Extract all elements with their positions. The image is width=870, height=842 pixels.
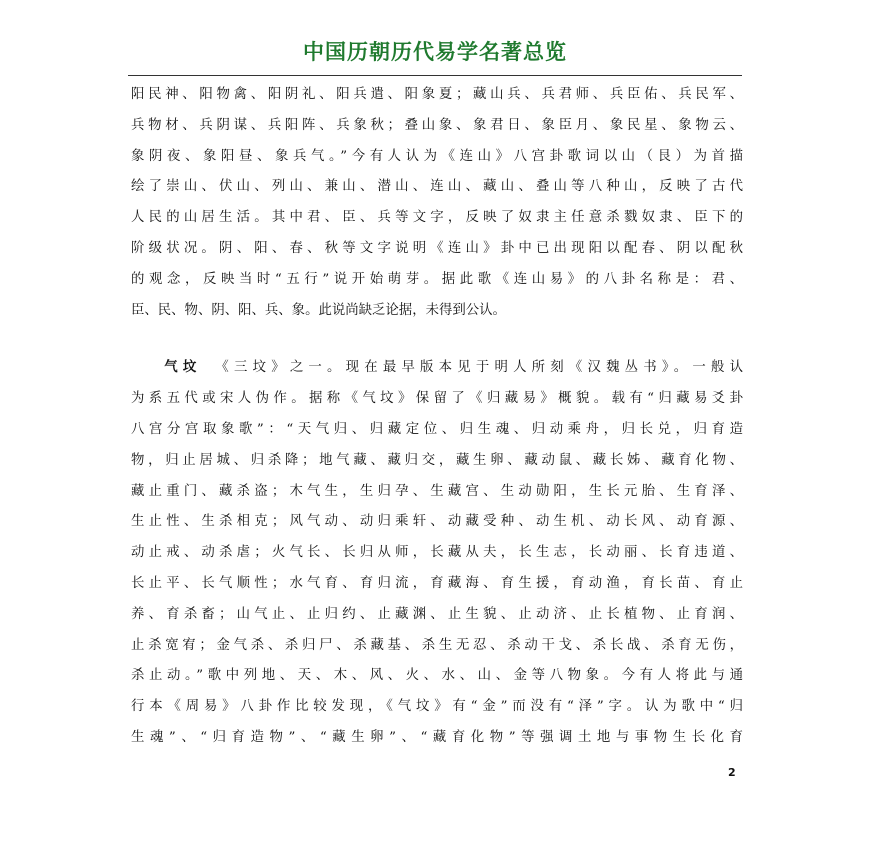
text-line: 藏止重门、藏杀盗；木气生，生归孕、生藏宫、生动勋阳，生长元胎、生育泽、 bbox=[131, 483, 743, 499]
entry-term: 气坟 bbox=[159, 360, 202, 376]
text-line: 生止性、生杀相克；风气动、动归乘轩、动藏受种、动生机、动长风、动育源、 bbox=[131, 514, 743, 530]
text-line: 动止戒、动杀虐；火气长、长归从师，长藏从夫，长生志，长动丽、长育违道、 bbox=[131, 545, 743, 561]
document-body bbox=[131, 80, 743, 754]
page-title: 中国历朝历代易学名著总览 bbox=[303, 40, 567, 64]
paragraph-lianshan bbox=[131, 80, 743, 326]
text-line: 止杀宽宥；金气杀、杀归尸、杀藏基、杀生无忍、杀动干戈、杀长战、杀育无伤， bbox=[131, 637, 743, 653]
text-line: 兵物材、兵阴谋、兵阳阵、兵象秋；叠山象、象君日、象臣月、象民星、象物云、 bbox=[131, 117, 743, 133]
text-line: 的观念，反映当时“五行”说开始萌芽。据此歌《连山易》的八卦名称是：君、 bbox=[131, 271, 743, 287]
paragraph-qifen bbox=[131, 353, 743, 753]
entry-first-line-text: 《三坟》之一。现在最早版本见于明人所刻《汉魏丛书》。一般认 bbox=[215, 360, 743, 376]
text-line: 绘了崇山、伏山、列山、兼山、潜山、连山、藏山、叠山等八种山，反映了古代 bbox=[131, 179, 743, 195]
page-number: 2 bbox=[728, 766, 736, 779]
text-line: 臣、民、物、阴、阳、兵、象。此说尚缺乏论据，未得到公认。 bbox=[131, 302, 506, 318]
entry-first-line bbox=[131, 353, 743, 384]
text-line: 八宫分宫取象歌”：“天气归、归藏定位、归生魂、归动乘舟，归长兑，归育造 bbox=[131, 421, 743, 437]
text-line: 养、育杀畜；山气止、止归约、止藏渊、止生貌、止动济、止长植物、止育润、 bbox=[131, 606, 743, 622]
text-line: 生魂”、“归育造物”、“藏生卵”、“藏育化物”等强调土地与事物生长化育 bbox=[131, 729, 743, 745]
header-divider bbox=[128, 75, 742, 76]
paragraph-gap bbox=[131, 326, 743, 353]
text-line: 人民的山居生活。其中君、臣、兵等文字，反映了奴隶主任意杀戮奴隶、臣下的 bbox=[131, 210, 743, 226]
text-line: 杀止动。”歌中列地、天、木、风、火、水、山、金等八物象。今有人将此与通 bbox=[131, 668, 743, 684]
text-line: 阶级状况。阴、阳、春、秋等文字说明《连山》卦中已出现阳以配春、阴以配秋 bbox=[131, 240, 743, 256]
text-line: 行本《周易》八卦作比较发现，《气坟》有“金”而没有“泽”字。认为歌中“归 bbox=[131, 699, 743, 715]
text-line: 阳民神、阳物禽、阳阴礼、阳兵遣、阳象夏；藏山兵、兵君师、兵臣佑、兵民军、 bbox=[131, 87, 743, 102]
text-line: 长止平、长气顺性；水气育、育归流，育藏海、育生援，育动渔，育长苗、育止 bbox=[131, 575, 743, 591]
text-line: 为系五代或宋人伪作。据称《气坟》保留了《归藏易》概貌。载有“归藏易爻卦 bbox=[131, 391, 743, 407]
text-line: 物，归止居城、归杀降；地气藏、藏归交，藏生卵、藏动鼠、藏长姊、藏育化物、 bbox=[131, 452, 743, 468]
text-line: 象阴夜、象阳昼、象兵气。”今有人认为《连山》八宫卦歌词以山（艮）为首描 bbox=[131, 148, 743, 164]
